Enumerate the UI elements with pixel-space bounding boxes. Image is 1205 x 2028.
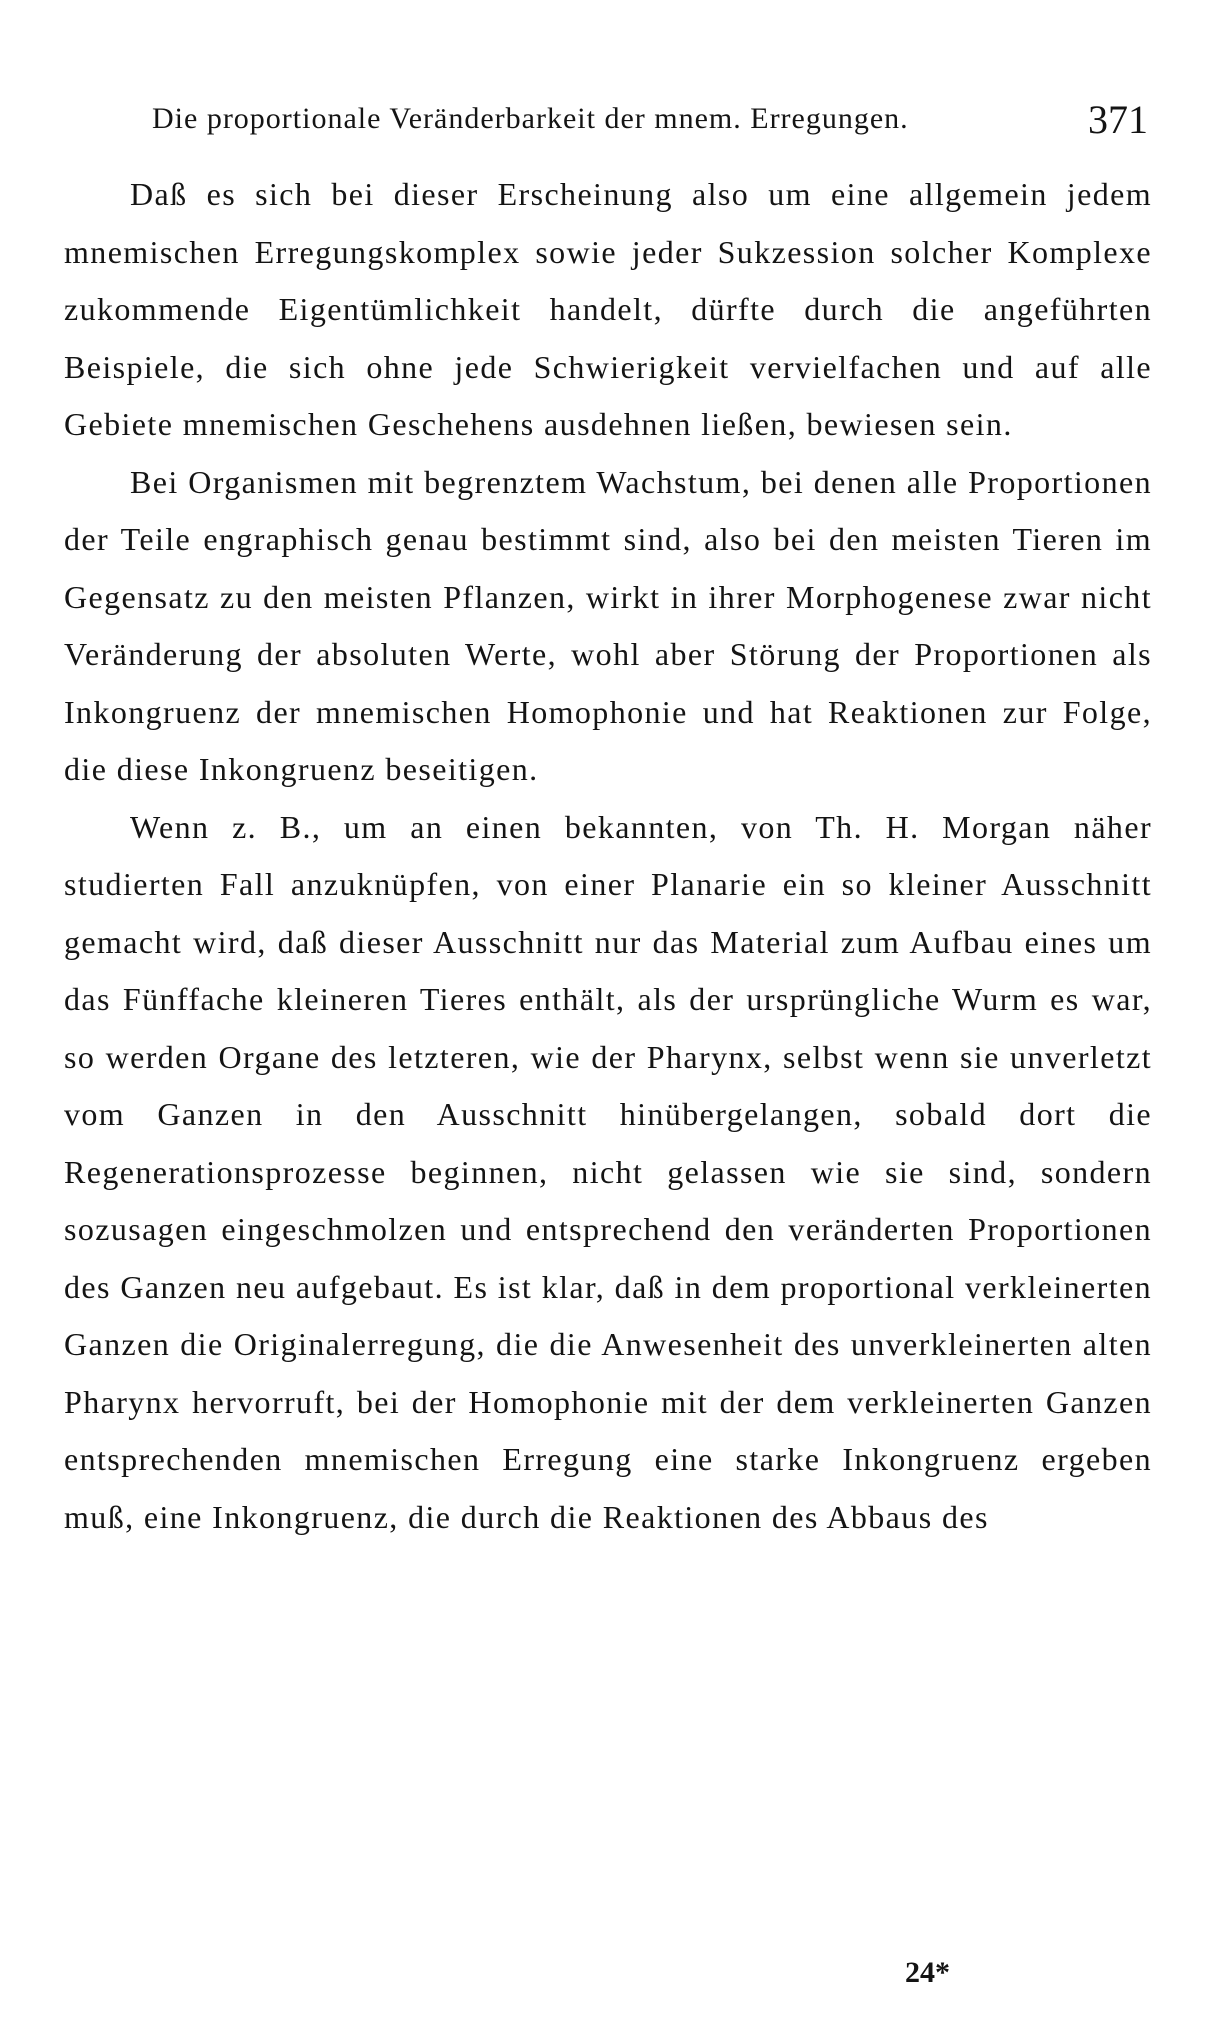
- running-title: Die proportionale Veränderbarkeit der mnem. Erregungen.: [152, 102, 909, 135]
- body-text: [64, 166, 1152, 1546]
- paragraph-2: Bei Organismen mit begrenztem Wachstum, bei denen alle Proportionen der Teile engraphisch genau bestimmt sind, also bei den meisten Tieren im Gegensatz zu den meisten Pflanzen, wirkt in ihrer Morphogenese zwar nicht Veränderung der absoluten Werte, wohl aber Störung der Proportionen als Inkongruenz der mnemischen Homophonie und hat Reaktionen zur Folge, die diese Inkongruenz beseitigen.: [64, 463, 1152, 787]
- running-head: [148, 96, 1148, 146]
- paragraph-1: Daß es sich bei dieser Erscheinung also um eine allgemein jedem mnemischen Erregungskomplex sowie jeder Sukzession solcher Komplexe zukommende Eigentümlichkeit handelt, dürfte durch die angeführten Beispiele, die sich ohne jede Schwierigkeit vervielfachen und auf alle Gebiete mnemischen Geschehens ausdehnen ließen, bewiesen sein.: [64, 176, 1152, 442]
- page-number: 371: [1088, 97, 1148, 142]
- signature-mark: 24*: [905, 1956, 950, 1989]
- paragraph-3: Wenn z. B., um an einen bekannten, von Th. H. Morgan näher studierten Fall anzuknüpfen, von einer Planarie ein so kleiner Ausschnitt gemacht wird, daß dieser Ausschnitt nur das Material zum Aufbau eines um das Fünffache kleineren Tieres enthält, als der ursprüngliche Wurm es war, so werden Organe des letzteren, wie der Pharynx, selbst wenn sie unverletzt vom Ganzen in den Ausschnitt hinübergelangen, sobald dort die Regenerationsprozesse beginnen, nicht gelassen wie sie sind, sondern sozusagen eingeschmolzen und entsprechend den veränderten Proportionen des Ganzen neu aufgebaut. Es ist klar, daß in dem proportional verkleinerten Ganzen die Originalerregung, die die Anwesenheit des unverkleinerten alten Pharynx hervorruft, bei der Homophonie mit der dem verkleinerten Ganzen entsprechenden mnemischen Erregung eine starke Inkongruenz ergeben muß, eine Inkongruenz, die durch die Reaktionen des Abbaus des: [64, 808, 1152, 1535]
